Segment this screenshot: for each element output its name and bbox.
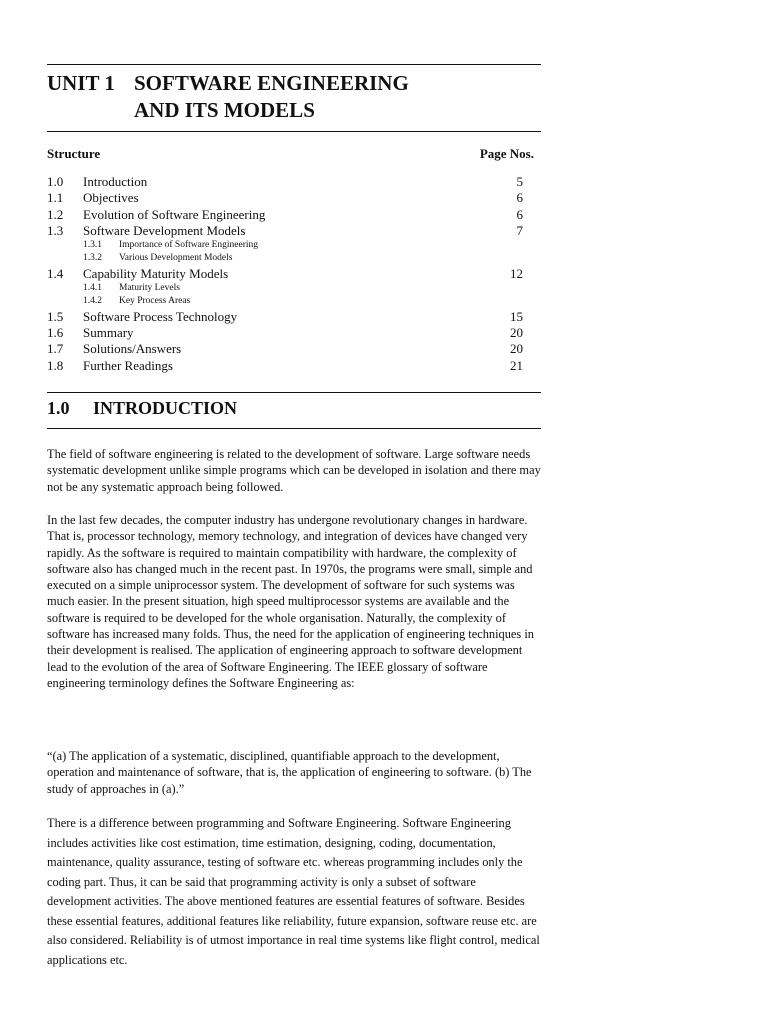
structure-heading: Structure [47, 146, 101, 161]
section-number: 1.0 [47, 398, 70, 418]
toc-entry[interactable]: 1.7 Solutions/Answers 20 [47, 341, 523, 357]
toc-subentry[interactable]: 1.4.1 Maturity Levels [83, 283, 180, 294]
toc-entry[interactable]: 1.8 Further Readings 21 [47, 357, 523, 373]
toc-entry[interactable]: 1.5 Software Process Technology 15 [47, 308, 523, 324]
paragraph-programming-vs-se: There is a difference between programming and Software Engineering. Software Engineering includes activities like cost estimation, time estimation, designing, coding, documentation, maintenance, quality assurance, testing of software etc. whereas programming includes only the coding part. Thus, it can be said that programming activity is only a subset of software development activities. The above mentioned features are essential features of software. Besides these essential features, additional features like reliability, future expansion, software reuse etc. are also considered. Reliability is of utmost importance in real time systems like flight control, medical applications etc. [47, 816, 540, 967]
section-top-rule [47, 392, 541, 393]
section-heading [47, 398, 237, 419]
toc-entry[interactable]: 1.1 Objectives 6 [47, 190, 523, 206]
paragraph-ieee-definition: “(a) The application of a systematic, disciplined, quantifiable approach to the development, operation and maintenance of software, that is, the application of engineering to software. (b) The study of approaches in (a).” [47, 749, 532, 796]
toc-entry[interactable]: 1.3 Software Development Models 7 [47, 222, 523, 238]
toc-entry[interactable]: 1.0 Introduction 5 [47, 174, 523, 189]
toc-subentry[interactable]: 1.4.2 Key Process Areas [83, 296, 191, 307]
unit-title-line-2: AND ITS MODELS [134, 98, 315, 122]
toc-entry[interactable]: 1.2 Evolution of Software Engineering 6 [47, 206, 523, 222]
section-bottom-rule [47, 428, 541, 429]
unit-number: UNIT 1 [47, 71, 115, 95]
unit-title-line-1: SOFTWARE ENGINEERING [134, 71, 409, 95]
top-rule [47, 64, 541, 65]
unit-title [47, 70, 409, 124]
title-bottom-rule [47, 131, 541, 132]
toc-subentry[interactable]: 1.3.1 Importance of Software Engineering [83, 240, 259, 251]
toc-entry[interactable]: 1.6 Summary 20 [47, 324, 523, 340]
page-nos-heading: Page Nos. [479, 146, 534, 161]
toc-subentry[interactable]: 1.3.2 Various Development Models [83, 253, 233, 264]
structure-header [47, 146, 534, 162]
table-of-contents [47, 174, 523, 374]
section-title: INTRODUCTION [93, 398, 238, 418]
paragraph-history: In the last few decades, the computer industry has undergone revolutionary changes in hardware. That is, processor technology, memory technology, and integration of devices have changed very rapidly. As the software is required to maintain compatibility with hardware, the complexity of software also has changed much in the recent past. In 1970s, the programs were small, simple and executed on a simple uniprocessor system. The development of software for such systems was much easier. In the present situation, high speed multiprocessor systems are available and the software is required to be developed for the whole organisation. Naturally, the complexity of software has increased many folds. Thus, the need for the application of engineering techniques in their development is realised. The application of engineering approach to software development lead to the evolution of the area of Software Engineering. The IEEE glossary of software engineering terminology defines the Software Engineering as: [47, 513, 534, 690]
paragraph-intro: The field of software engineering is related to the development of software. Large software needs systematic development unlike simple programs which can be developed in isolation and there may not be any systematic approach being followed. [47, 447, 541, 494]
toc-entry[interactable]: 1.4 Capability Maturity Models 12 [47, 265, 523, 281]
